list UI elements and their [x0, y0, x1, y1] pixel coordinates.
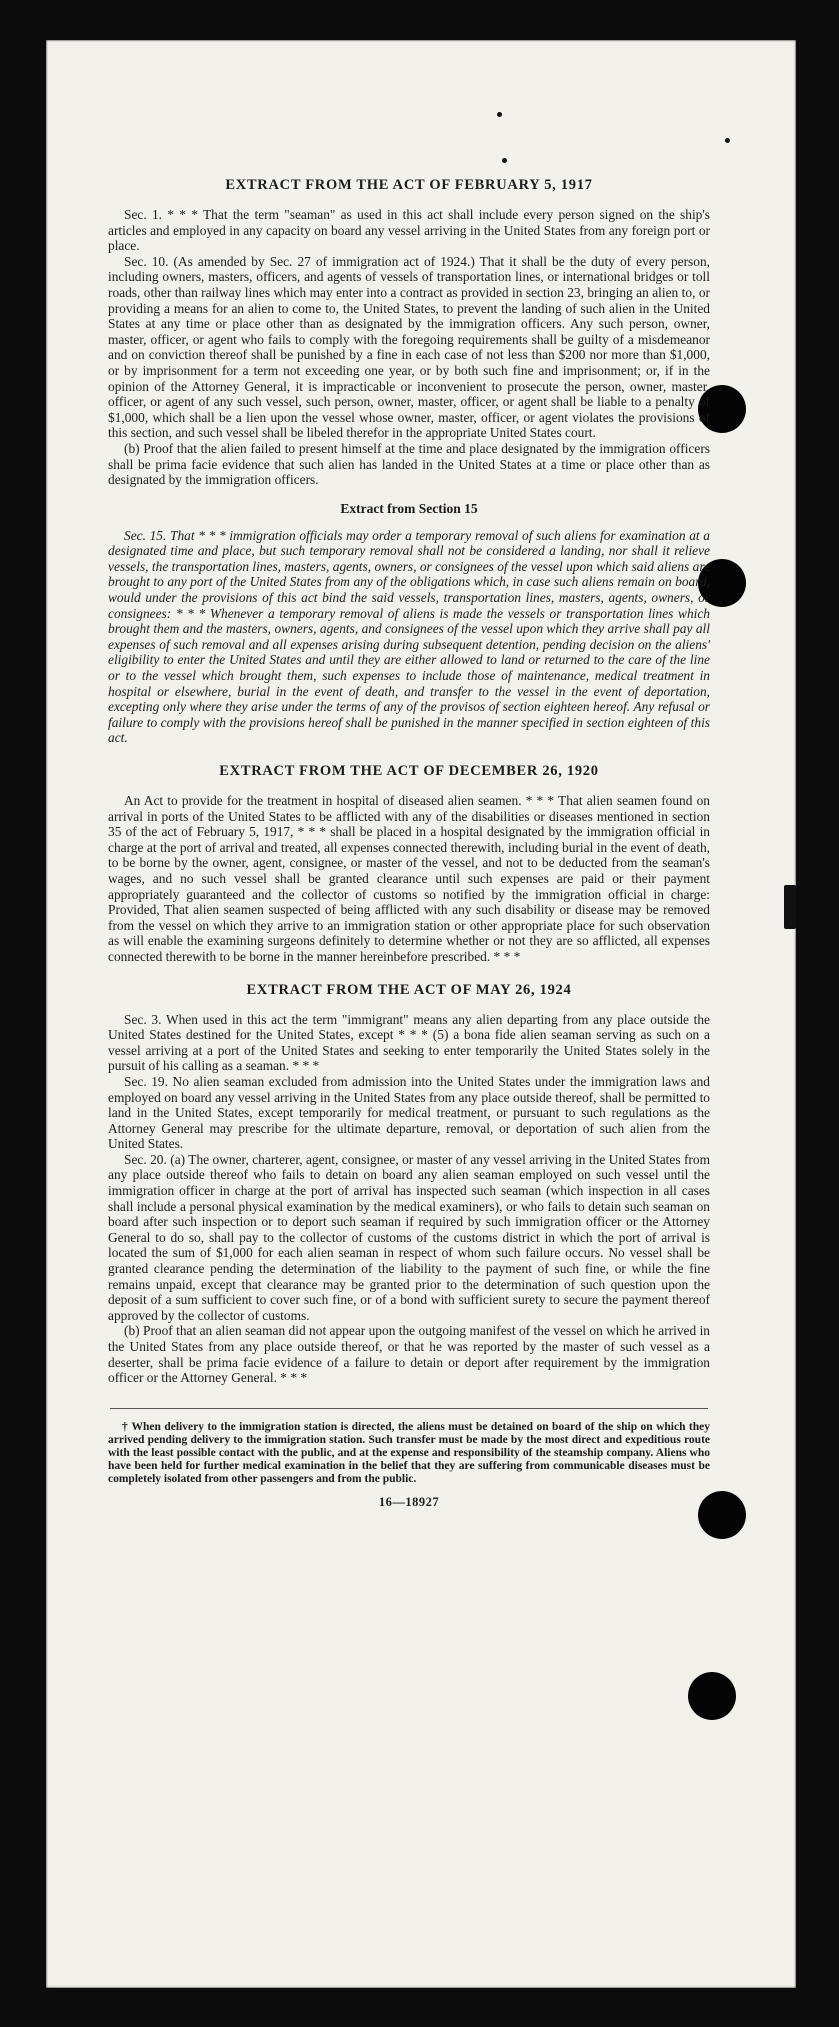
section-heading: EXTRACT FROM THE ACT OF MAY 26, 1924: [246, 981, 572, 998]
section-act-1924: [108, 981, 710, 1386]
paragraph: Sec. 10. (As amended by Sec. 27 of immigration act of 1924.) That it shall be the duty of every person, including owners, masters, officers, and agents of vessels of transportation lines, or international bridges or toll roads, other than railway lines which may enter into a contract as provided in section 23, bringing an alien to, or providing a means for an alien to come to, the United States, to prevent the landing of such alien in the United States at any time or place other than as designated by the immigration officers. Any such person, owner, master, officer, or agent who fails to comply with the foregoing requirements shall be guilty of a misdemeanor and on conviction thereof shall be punished by a fine in each case of not less than $200 nor more than $1,000, or by imprisonment for a term not exceeding one year, or by both such fine and imprisonment; or, if in the opinion of the Attorney General, it is impracticable or inconvenient to prosecute the person, owner, master, officer, or agent of any such vessel, such person, owner, master, officer, or agent shall be liable to a penalty of $1,000, which shall be a lien upon the vessel whose owner, master, officer, or agent violates the provisions of this section, and such vessel shall be libeled therefor in the appropriate United States court.: [108, 253, 710, 441]
paragraph: Sec. 20. (a) The owner, charterer, agent, consignee, or master of any vessel arriving in the United States from any place outside thereof who fails to detain on board any alien seaman employed on such vessel until the immigration officer in charge at the port of arrival has inspected such seaman (which inspection in all cases shall include a personal physical examination by the medical examiners), or who fails to detain such seaman on board after such inspection or to deport such seaman if required by such immigration officer or the Attorney General to do so, shall pay to the collector of customs of the customs district in which the port of arrival is located the sum of $1,000 for each alien seaman in respect of whom such failure occurs. No vessel shall be granted clearance pending the determination of the liability to the payment of such fine, or while the fine remains unpaid, except that clearance may be granted prior to the determination of such question upon the deposit of a sum sufficient to cover such fine, or of a bond with sufficient surety to secure the payment thereof approved by the collector of customs.: [108, 1151, 710, 1323]
paragraph: Sec. 15. That * * * immigration officials may order a temporary removal of such aliens for examination at a designated time and place, but such temporary removal shall not be considered a landing, nor shall it relieve vessels, the transportation lines, masters, agents, owners, or consignees of the vessel upon which said aliens are brought to any port of the United States from any of the obligations which, in case such aliens remain on board, would under the provisions of this act bind the said vessels, transportation lines, masters, agents, owners, or consignees: * * * Whenever a temporary removal of aliens is made the vessels or transportation lines which brought them and the masters, owners, agents, and consignees of the vessel upon which they arrive shall pay all expenses of such removal and all expenses arising during subsequent detention, pending decision on the aliens' eligibility to enter the United States and until they are either allowed to land or returned to the care of the line or to the vessel which brought them, such expenses to include those of maintenance, medical treatment in hospital or elsewhere, burial in the event of death, and transfer to the vessel in the event of deportation, excepting only where they arise under the terms of any of the provisos of section eighteen hereof. Any refusal or failure to comply with the provisions hereof shall be punished in the manner specified in section eighteen of this act.: [108, 527, 710, 746]
section-heading: EXTRACT FROM THE ACT OF FEBRUARY 5, 1917: [225, 177, 593, 193]
form-code: 16—18927: [378, 1494, 440, 1509]
speck-mark: [497, 112, 502, 117]
paragraph: Sec. 19. No alien seaman excluded from admission into the United States under the immigration laws and employed on board any vessel arriving in the United States from any place outside thereof, shall be permitted to land in the United States, except temporarily for medical treatment, or pursuant to such regulations as the Attorney General may prescribe for the ultimate departure, removal, or deportation of such alien from the United States.: [108, 1073, 710, 1152]
speck-mark: [725, 138, 730, 143]
document-text: [108, 176, 710, 1510]
punch-hole: [688, 1672, 736, 1720]
paragraph: Sec. 3. When used in this act the term "immigrant" means any alien departing from any place outside the United States destined for the United States, except * * * (5) a bona fide alien seaman serving as such on a vessel arriving at a port of the United States and seeking to enter temporarily the United States solely in the pursuit of his calling as a seaman. * * *: [108, 1011, 710, 1074]
paragraph: (b) Proof that the alien failed to present himself at the time and place designated by the immigration officers shall be prima facie evidence that such alien has landed in the United States at a time or place other than as designated by the immigration officers.: [108, 440, 710, 488]
section-act-1917: [108, 176, 710, 488]
tab-mark: [784, 885, 796, 929]
paragraph: (b) Proof that an alien seaman did not appear upon the outgoing manifest of the vessel on which he arrived in the United States from any place outside thereof, or that he was reported by the master of such vessel as a deserter, shall be prima facie evidence of a failure to detain or deport after requirement by the immigration officer or the Attorney General. * * *: [108, 1323, 710, 1386]
footnote: † When delivery to the immigration station is directed, the aliens must be detained on board of the ship on which they arrived pending delivery to the immigration station. Such transfer must be made by the most direct and expeditious route with the least possible contact with the public, and at the expense and responsibility of the steamship company. Aliens who have been held for further medical examination in the belief that they are suffering from communicable diseases must be completely isolated from other passengers and from the public.: [108, 1420, 710, 1485]
section-subheading: Extract from Section 15: [340, 500, 478, 516]
section-heading: EXTRACT FROM THE ACT OF DECEMBER 26, 1920: [219, 763, 599, 779]
speck-mark: [502, 158, 507, 163]
divider: [110, 1408, 708, 1409]
paragraph: Sec. 1. * * * That the term "seaman" as used in this act shall include every person signed on the ship's articles and employed in any capacity on board any vessel arriving in the United States from any foreign port or place.: [108, 207, 710, 254]
section-act-1920: [108, 762, 710, 965]
paragraph: An Act to provide for the treatment in hospital of diseased alien seamen. * * * That alien seamen found on arrival in ports of the United States to be afflicted with any of the disabilities or diseases mentioned in section 35 of the act of February 5, 1917, * * * shall be placed in a hospital designated by the immigration official in charge at the port of arrival and treated, all expenses connected therewith, including burial in the event of death, to be borne by the owner, agent, consignee, or master of the vessel, and not to be deducted from the seaman's wages, and no such vessel shall be granted clearance until such expenses are paid or their payment appropriately guaranteed and the collector of customs so notified by the immigration official in charge: Provided, That alien seamen suspected of being afflicted with any such disability or disease may be removed from the vessel on which they arrive to an immigration station or other appropriate place for such observation as will enable the examining surgeons definitely to determine whether or not they are so afflicted, all expenses connected therewith to be borne in the manner hereinbefore prescribed. * * *: [108, 793, 710, 964]
section-extract-15: [108, 501, 710, 746]
